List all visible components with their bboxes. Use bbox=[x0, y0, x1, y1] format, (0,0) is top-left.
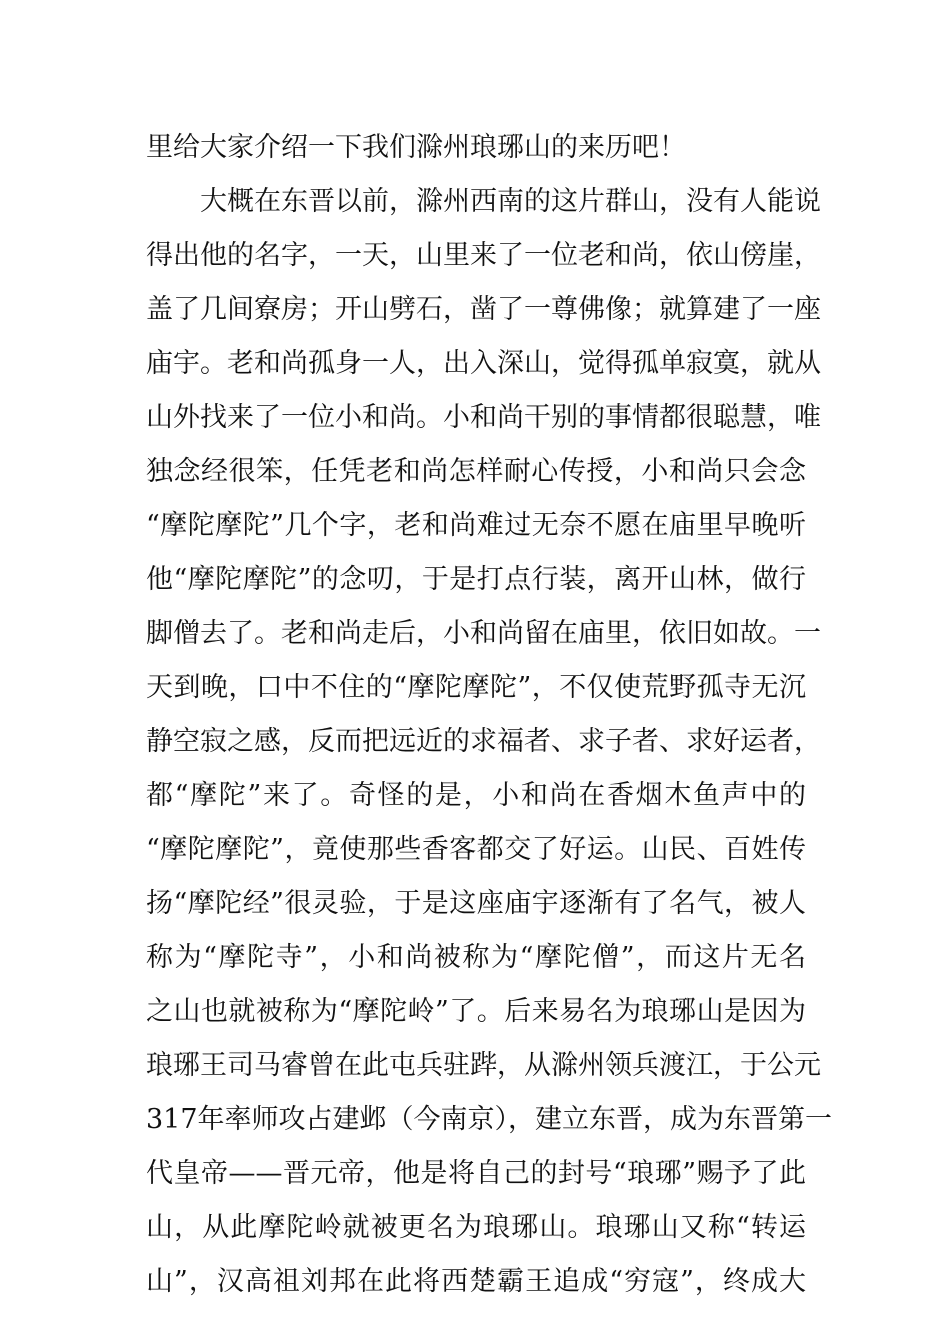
text-line: 盖了几间寮房；开山劈石，凿了一尊佛像；就算建了一座 bbox=[146, 294, 821, 325]
text-line: “摩陀摩陀”，竟使那些香客都交了好运。山民、百姓传 bbox=[146, 834, 806, 865]
text-line: 都“摩陀”来了。奇怪的是，小和尚在香烟木鱼声中的 bbox=[146, 780, 806, 811]
text-line: 天到晚，口中不住的“摩陀摩陀”，不仅使荒野孤寺无沉 bbox=[146, 672, 806, 703]
text-line: 静空寂之感，反而把远近的求福者、求子者、求好运者， bbox=[146, 726, 821, 757]
text-line: 庙宇。老和尚孤身一人，出入深山，觉得孤单寂寞，就从 bbox=[146, 348, 821, 379]
text-line: 琅琊王司马睿曾在此屯兵驻跸，从滁州领兵渡江，于公元 bbox=[146, 1050, 821, 1081]
text-line: 317年率师攻占建邺（今南京），建立东晋，成为东晋第一 bbox=[146, 1104, 833, 1135]
text-line: 他“摩陀摩陀”的念叨，于是打点行装，离开山林，做行 bbox=[146, 564, 806, 595]
text-line: 之山也就被称为“摩陀岭”了。后来易名为琅琊山是因为 bbox=[146, 996, 806, 1027]
paragraph-first-line: 大概在东晋以前，滁州西南的这片群山，没有人能说 bbox=[200, 186, 821, 217]
text-line: 山外找来了一位小和尚。小和尚干别的事情都很聪慧，唯 bbox=[146, 402, 821, 433]
text-line: 里给大家介绍一下我们滁州琅琊山的来历吧！ bbox=[146, 132, 686, 163]
text-line: 称为“摩陀寺”，小和尚被称为“摩陀僧”，而这片无名 bbox=[146, 942, 806, 973]
text-line: 得出他的名字，一天，山里来了一位老和尚，依山傍崖， bbox=[146, 240, 821, 271]
text-line: 代皇帝——晋元帝，他是将自己的封号“琅琊”赐予了此 bbox=[146, 1158, 806, 1189]
text-line: 脚僧去了。老和尚走后，小和尚留在庙里，依旧如故。一 bbox=[146, 618, 821, 649]
text-line: 山，从此摩陀岭就被更名为琅琊山。琅琊山又称“转运 bbox=[146, 1212, 806, 1243]
text-line: 山”，汉高祖刘邦在此将西楚霸王追成“穷寇”，终成大 bbox=[146, 1266, 806, 1297]
text-line: “摩陀摩陀”几个字，老和尚难过无奈不愿在庙里早晚听 bbox=[146, 510, 806, 541]
text-line: 独念经很笨，任凭老和尚怎样耐心传授，小和尚只会念 bbox=[146, 456, 806, 487]
text-line: 扬“摩陀经”很灵验，于是这座庙宇逐渐有了名气，被人 bbox=[146, 888, 806, 919]
